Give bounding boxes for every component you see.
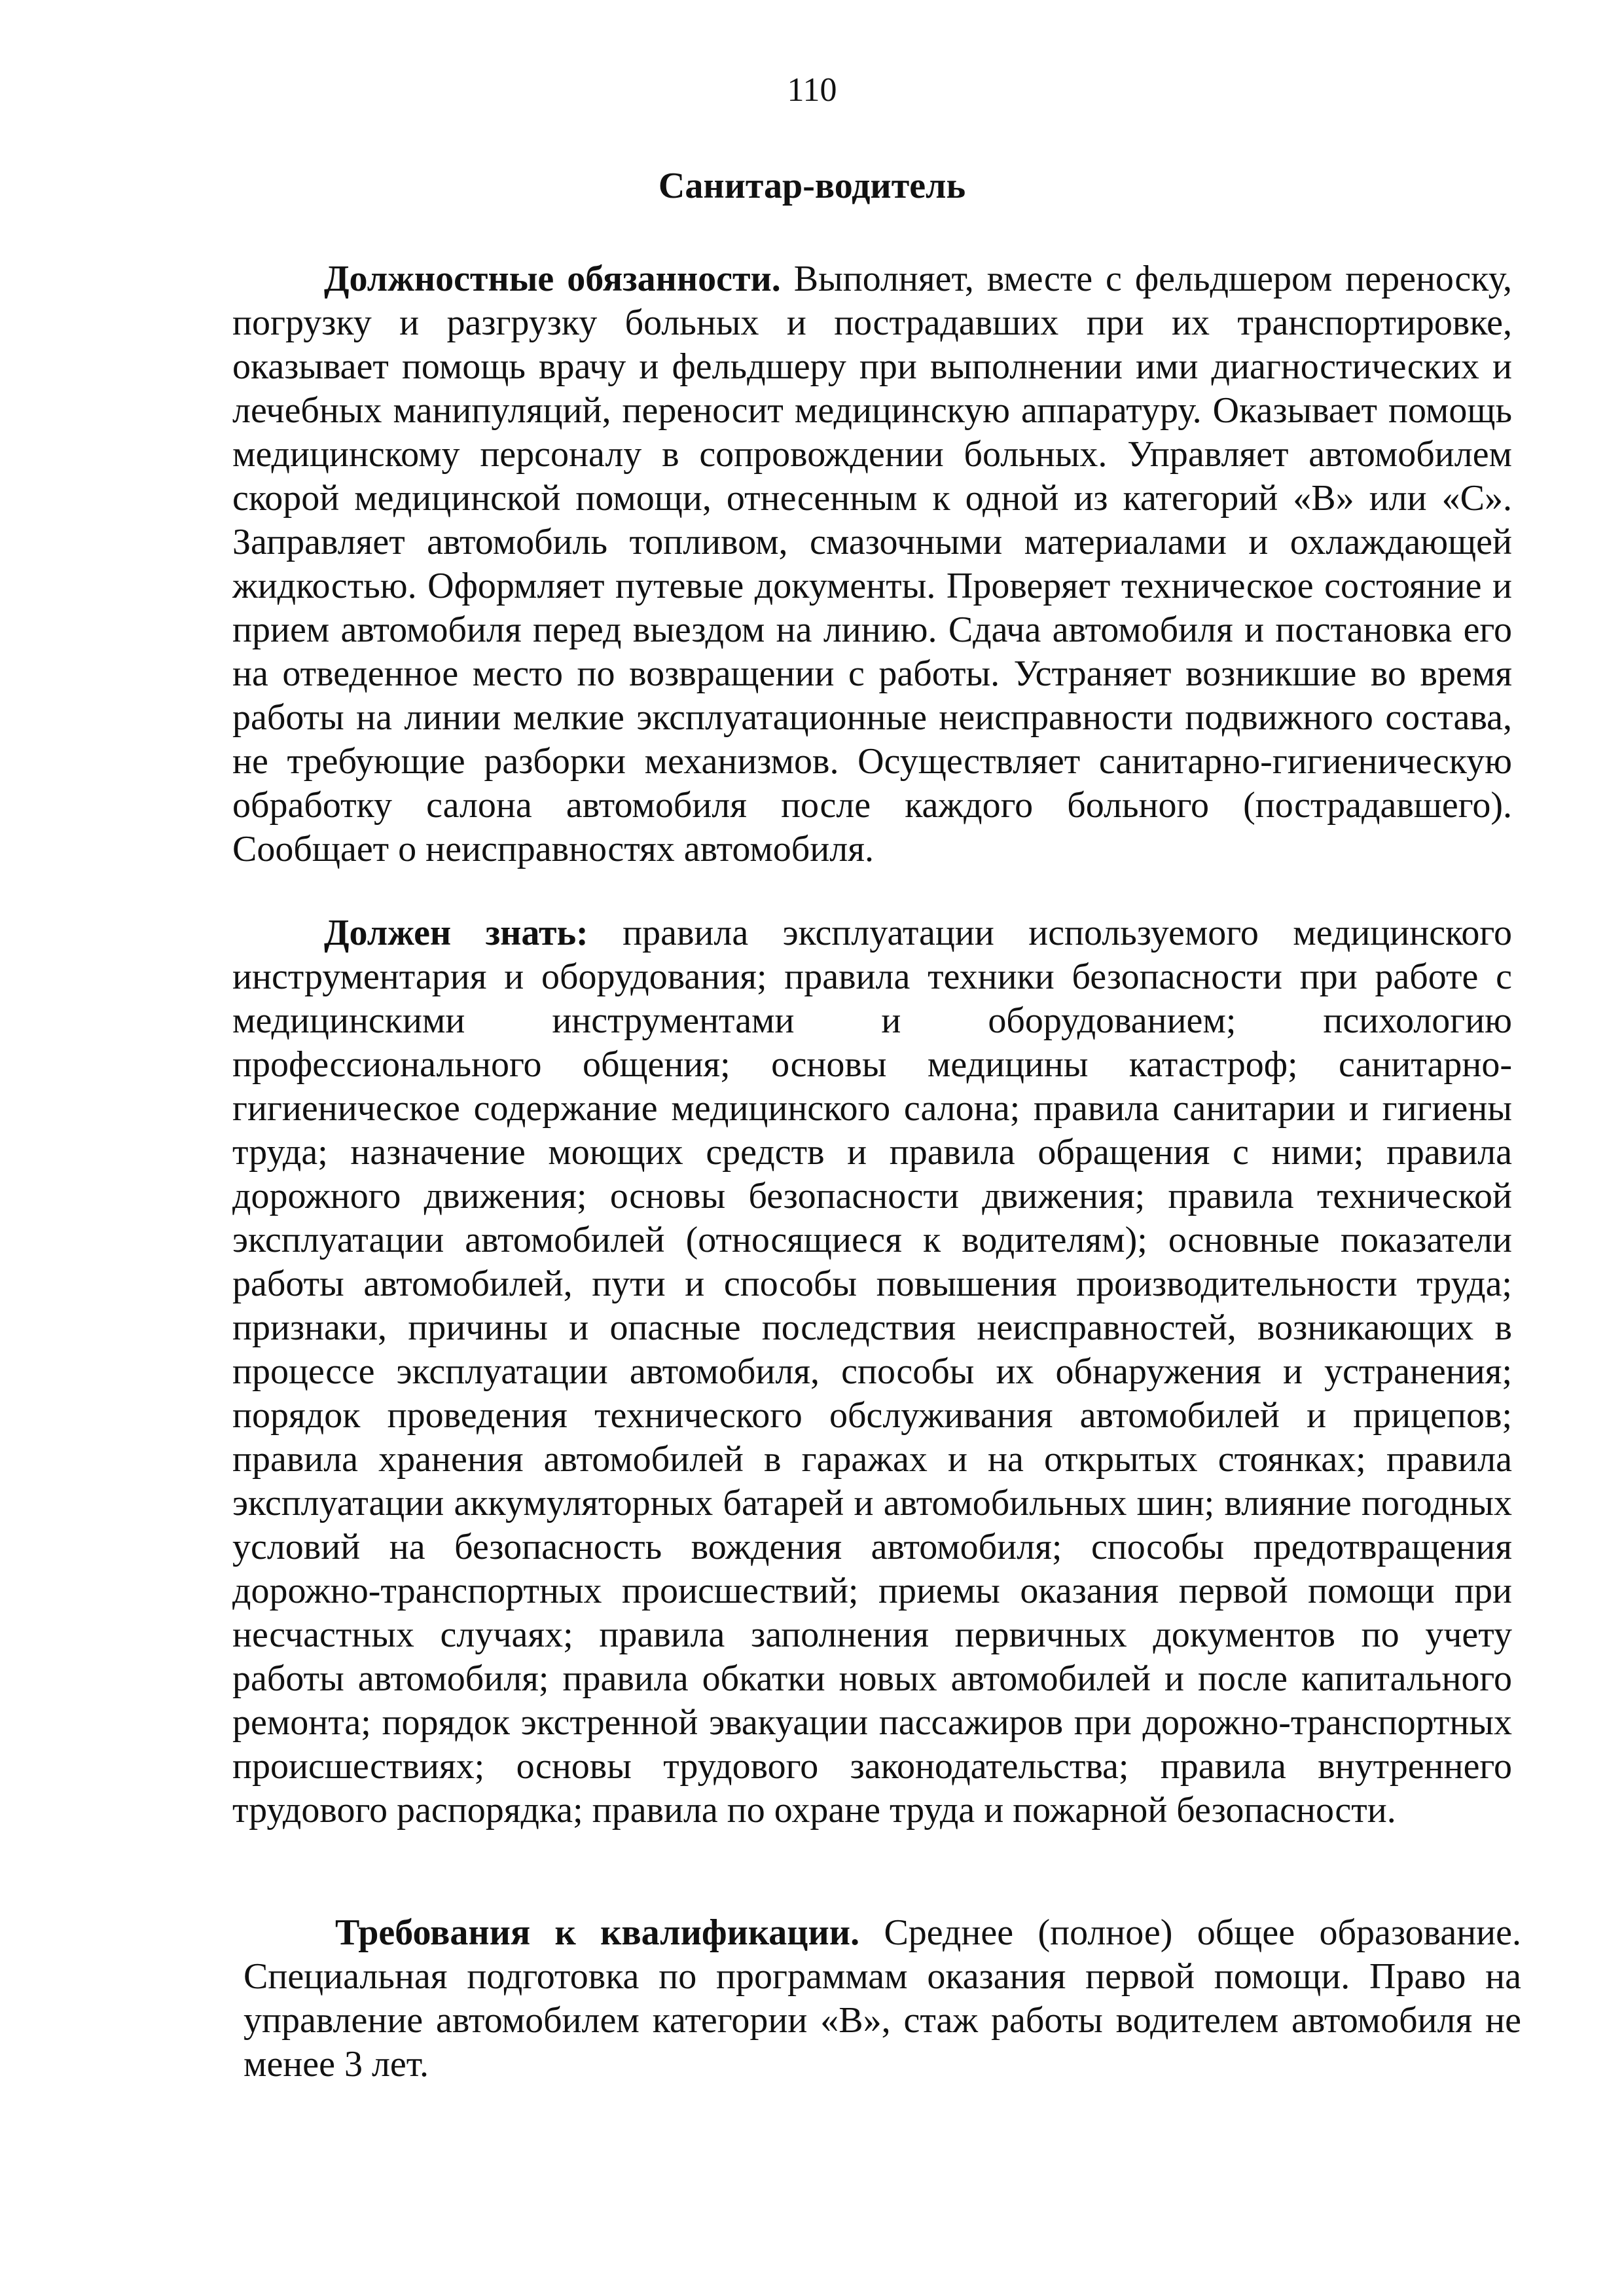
section-qualification-heading: Требования к квалификации. <box>335 1912 860 1953</box>
section-duties <box>232 257 1512 871</box>
page-number: 110 <box>787 71 837 109</box>
section-knowledge-heading: Должен знать: <box>324 913 588 953</box>
section-duties-text: Выполняет, вместе с фельдшером переноску, погрузку и разгрузку больных и пострадавших при их транспортировке, оказывает помощь врачу и фельдшеру при выполнении ими диагностических и лечебных манипуляций, переносит медицинскую аппаратуру. Оказывает помощь медицинскому персоналу в сопровождении больных. Управляет автомобилем скорой медицинской помощи, отнесенным к одной из категорий «В» или «С». Заправляет автомобиль топливом, смазочными материалами и охлаждающей жидкостью. Оформляет путевые документы. Проверяет техническое состояние и прием автомобиля перед выездом на линию. Сдача автомобиля и постановка его на отведенное место по возвращении с работы. Устраняет возникшие во время работы на линии мелкие эксплуатационные неисправности подвижного состава, не требующие разборки механизмов. Осуществляет санитарно-гигиеническую обработку салона автомобиля после каждого больного (пострадавшего). Сообщает о неисправностях автомобиля. <box>232 259 1512 869</box>
document-title: Санитар-водитель <box>658 166 966 206</box>
section-duties-heading: Должностные обязанности. <box>324 259 781 299</box>
section-qualification <box>244 1911 1521 2086</box>
section-knowledge <box>232 911 1512 1832</box>
section-qualification-text: Среднее (полное) общее образование. Специальная подготовка по программам оказания первой помощи. Право на управление автомобилем категории «В», стаж работы водителем автомобиля не менее 3 лет. <box>244 1912 1521 2085</box>
section-knowledge-text: правила эксплуатации используемого медицинского инструментария и оборудования; правила техники безопасности при работе с медицинскими инструментами и оборудованием; психологию профессионального общения; основы медицины катастроф; санитарно-гигиеническое содержание медицинского салона; правила санитарии и гигиены труда; назначение моющих средств и правила обращения с ними; правила дорожного движения; основы безопасности движения; правила технической эксплуатации автомобилей (относящиеся к водителям); основные показатели работы автомобилей, пути и способы повышения производительности труда; признаки, причины и опасные последствия неисправностей, возникающих в процессе эксплуатации автомобиля, способы их обнаружения и устранения; порядок проведения технического обслуживания автомобилей и прицепов; правила хранения автомобилей в гаражах и на открытых стоянках; правила эксплуатации аккумуляторных батарей и автомобильных шин; влияние погодных условий на безопасность вождения автомобиля; способы предотвращения дорожно-транспортных происшествий; приемы оказания первой помощи при несчастных случаях; правила заполнения первичных документов по учету работы автомобиля; правила обкатки новых автомобилей и после капитального ремонта; порядок экстренной эвакуации пассажиров при дорожно-транспортных происшествиях; основы трудового законодательства; правила внутреннего трудового распорядка; правила по охране труда и пожарной безопасности. <box>232 913 1512 1831</box>
